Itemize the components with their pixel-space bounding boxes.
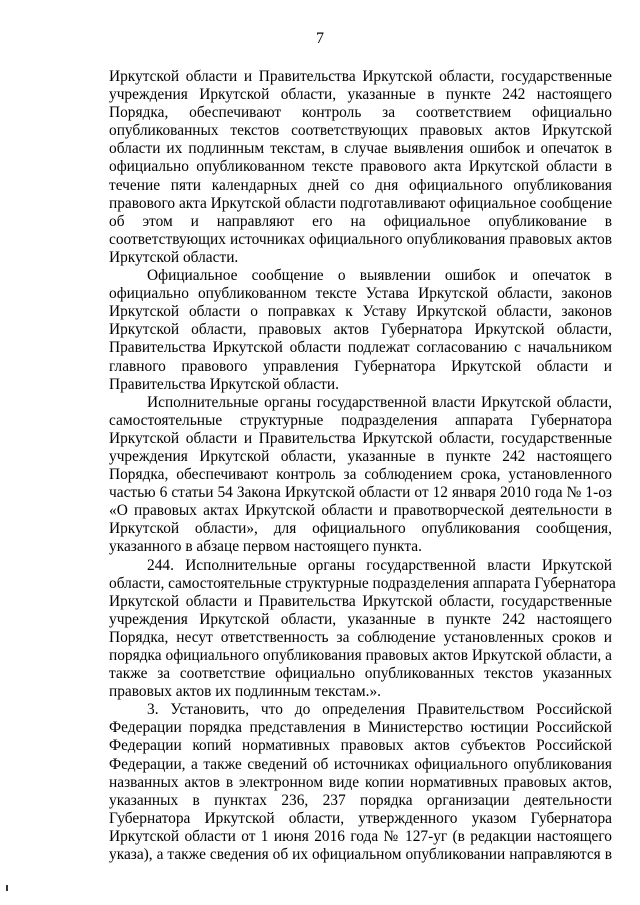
- text-line: соответствующих источниках официального опубликования правовых актов: [109, 230, 612, 248]
- text-line: учреждения Иркутской области, указанные в пункте 242 настоящего: [109, 86, 612, 104]
- text-line: правового акта Иркутской области подготавливают официальное сообщение: [109, 194, 613, 212]
- text-line: опубликованных текстов соответствующих правовых актов Иркутской: [109, 122, 612, 140]
- paragraph: [109, 394, 612, 557]
- text-line: Официальное сообщение о выявлении ошибок и опечаток в: [147, 267, 612, 285]
- text-line: области их подлинным текстам, в случае выявления ошибок и опечаток в: [109, 140, 612, 158]
- text-line: области, самостоятельные структурные подразделения аппарата Губернатора: [109, 574, 616, 592]
- text-line: порядка официального опубликования правовых актов Иркутской области, а: [109, 647, 612, 664]
- text-line: официально опубликованном тексте правового акта Иркутской области в: [109, 158, 612, 176]
- page-number: 7: [316, 30, 324, 47]
- text-line: указанных в пунктах 236, 237 порядка организации деятельности: [109, 791, 612, 809]
- text-line: Иркутской области от 1 июня 2016 года № 127-уг (в редакции настоящего: [109, 827, 612, 845]
- text-line: 3. Установить, что до определения Правительством Российской: [147, 701, 612, 719]
- paragraph: [109, 267, 612, 394]
- text-line: учреждения Иркутской области, указанные в пункте 242 настоящего: [109, 610, 612, 628]
- text-line: Иркутской области.: [109, 248, 239, 266]
- document-body: [109, 68, 616, 864]
- text-line: течение пяти календарных дней со дня официального опубликования: [109, 176, 612, 194]
- text-line: названных актов в электронном виде копии нормативных правовых актов,: [109, 773, 612, 791]
- text-line: указанного в абзаце первом настоящего пункта.: [109, 538, 422, 556]
- paragraph: [109, 556, 616, 702]
- text-line: указа), а также сведения об их официальном опубликовании направляются в: [109, 846, 612, 864]
- text-line: Иркутской области, правовых актов Губернатора Иркутской области,: [109, 321, 612, 339]
- text-line: частью 6 статьи 54 Закона Иркутской области от 12 января 2010 года № 1-оз: [109, 484, 612, 502]
- text-line: Федерации копий нормативных правовых актов субъектов Российской: [109, 737, 612, 755]
- text-line: правовых актов их подлинным текстам.».: [109, 683, 381, 701]
- text-line: Федерации порядка представления в Министерство юстиции Российской: [109, 719, 612, 737]
- text-line: учреждения Иркутской области, указанные в пункте 242 настоящего: [109, 447, 612, 465]
- text-line: 244. Исполнительные органы государственной власти Иркутской: [147, 556, 612, 574]
- text-line: официально опубликованном тексте Устава Иркутской области, законов: [109, 285, 612, 303]
- text-line: Губернатора Иркутской области, утвержденного указом Губернатора: [109, 809, 612, 827]
- text-line: об этом и направляют его на официальное опубликование в: [109, 212, 612, 230]
- text-line: Порядка, несут ответственность за соблюдение установленных сроков и: [109, 628, 612, 646]
- text-line: Иркутской области и Правительства Иркутской области, государственные: [109, 429, 612, 447]
- margin-mark: [6, 885, 8, 891]
- text-line: Иркутской области и Правительства Иркутской области, государственные: [109, 68, 612, 85]
- text-line: «О правовых актах Иркутской области и правотворческой деятельности в: [109, 502, 612, 520]
- text-line: Иркутской области», для официального опубликования сообщения,: [109, 520, 612, 538]
- text-line: Иркутской области и Правительства Иркутской области, государственные: [109, 592, 612, 610]
- text-line: Порядка, обеспечивают контроль за соблюдением срока, установленного: [109, 466, 612, 484]
- text-line: Правительства Иркутской области.: [109, 375, 339, 393]
- text-line: самостоятельные структурные подразделения аппарата Губернатора: [109, 411, 612, 429]
- text-line: также за соответствие официально опубликованных текстов указанных: [109, 665, 612, 683]
- paragraph: [109, 68, 612, 267]
- text-line: Иркутской области о поправках к Уставу Иркутской области, законов: [109, 303, 612, 321]
- text-line: главного правового управления Губернатора Иркутской области и: [109, 357, 612, 375]
- text-line: Порядка, обеспечивают контроль за соответствием официально: [109, 104, 612, 122]
- text-line: Правительства Иркутской области подлежат согласованию с начальником: [109, 339, 612, 357]
- paragraph: [109, 701, 612, 864]
- text-line: Исполнительные органы государственной власти Иркутской области,: [147, 393, 612, 411]
- text-line: Федерации, а также сведений об источниках официального опубликования: [109, 755, 612, 773]
